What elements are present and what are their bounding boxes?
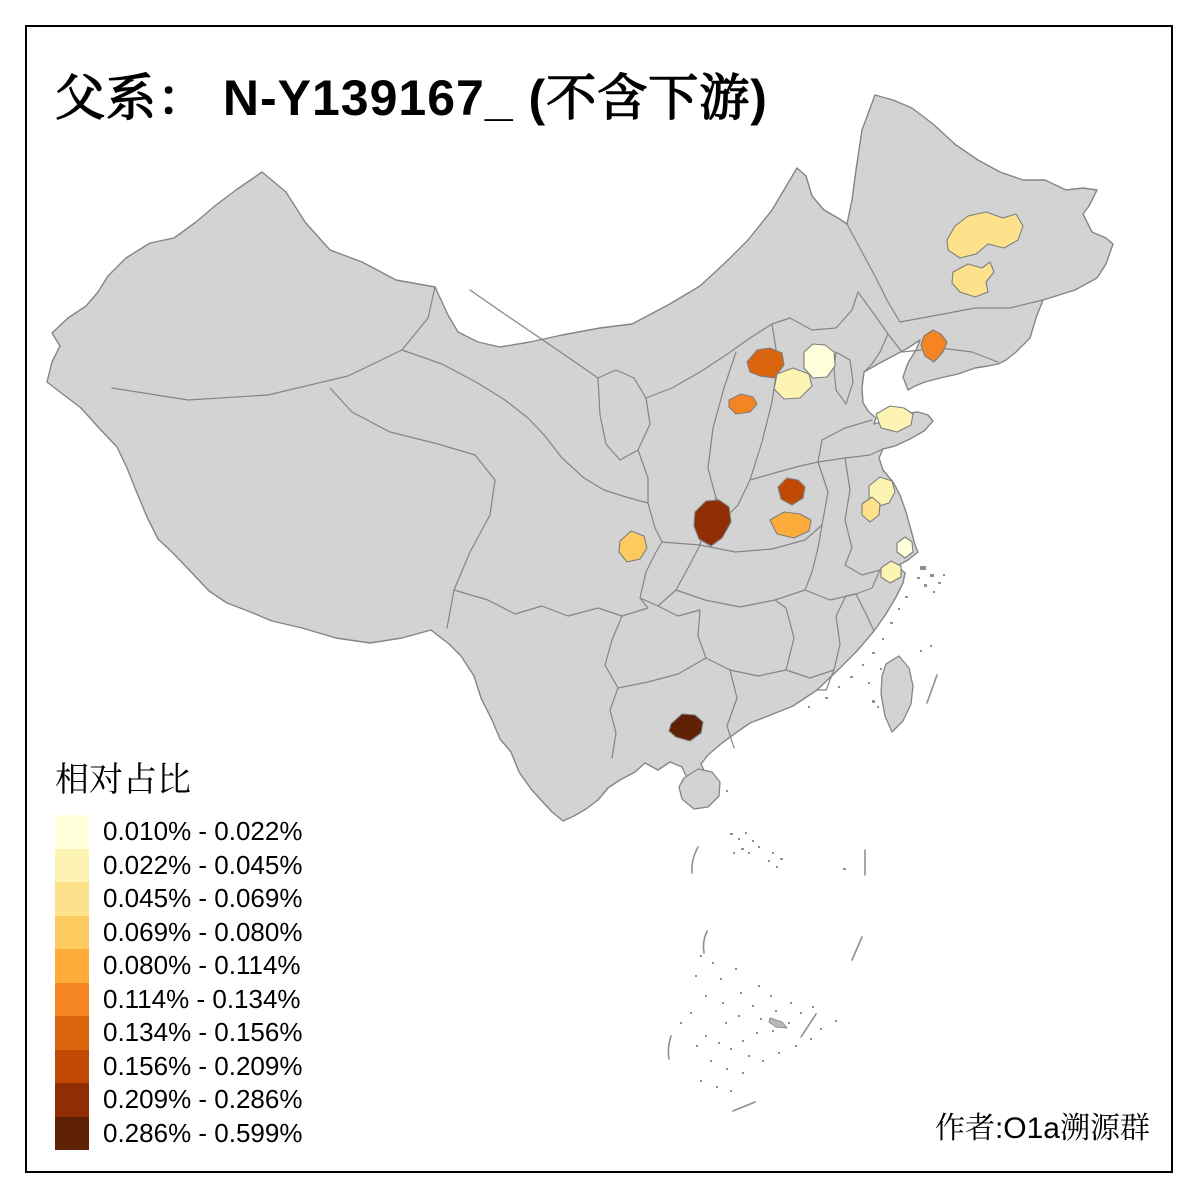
legend-label: 0.045% - 0.069%	[103, 883, 303, 914]
legend-row	[55, 916, 302, 950]
legend-label: 0.114% - 0.134%	[103, 983, 301, 1014]
legend-label: 0.069% - 0.080%	[103, 916, 303, 947]
legend-label: 0.156% - 0.209%	[103, 1050, 303, 1081]
legend-swatch	[55, 1117, 89, 1151]
legend-row	[55, 849, 302, 883]
legend-swatch	[55, 916, 89, 950]
legend-row	[55, 882, 302, 916]
south-china-sea-islands	[680, 832, 846, 1092]
legend-label: 0.022% - 0.045%	[103, 849, 303, 880]
legend-title: 相对占比	[55, 761, 191, 799]
author-credit: 作者:O1a溯源群	[934, 1112, 1150, 1145]
legend-row	[55, 815, 302, 849]
legend-swatch	[55, 983, 89, 1017]
legend-row	[55, 1016, 302, 1050]
map-title: 父系： N-Y139167_ (不含下游)	[55, 70, 768, 126]
legend-row	[55, 949, 302, 983]
legend-row	[55, 1117, 302, 1151]
mainland-china	[47, 95, 1113, 821]
legend-row	[55, 1050, 302, 1084]
legend-row	[55, 983, 302, 1017]
legend-swatch	[55, 882, 89, 916]
region-beijing	[804, 344, 835, 378]
legend-swatch	[55, 1016, 89, 1050]
legend-swatch	[55, 949, 89, 983]
legend-swatch	[55, 1050, 89, 1084]
taiwan-island	[881, 656, 913, 732]
legend-label: 0.209% - 0.286%	[103, 1084, 303, 1115]
legend-swatch	[55, 849, 89, 883]
legend	[55, 752, 302, 1150]
legend-label: 0.134% - 0.156%	[103, 1017, 303, 1048]
legend-label: 0.010% - 0.022%	[103, 816, 303, 847]
legend-row	[55, 1083, 302, 1117]
legend-label: 0.286% - 0.599%	[103, 1117, 303, 1148]
legend-label: 0.080% - 0.114%	[103, 950, 301, 981]
legend-swatch	[55, 1083, 89, 1117]
legend-rows	[55, 815, 302, 1150]
legend-swatch	[55, 815, 89, 849]
